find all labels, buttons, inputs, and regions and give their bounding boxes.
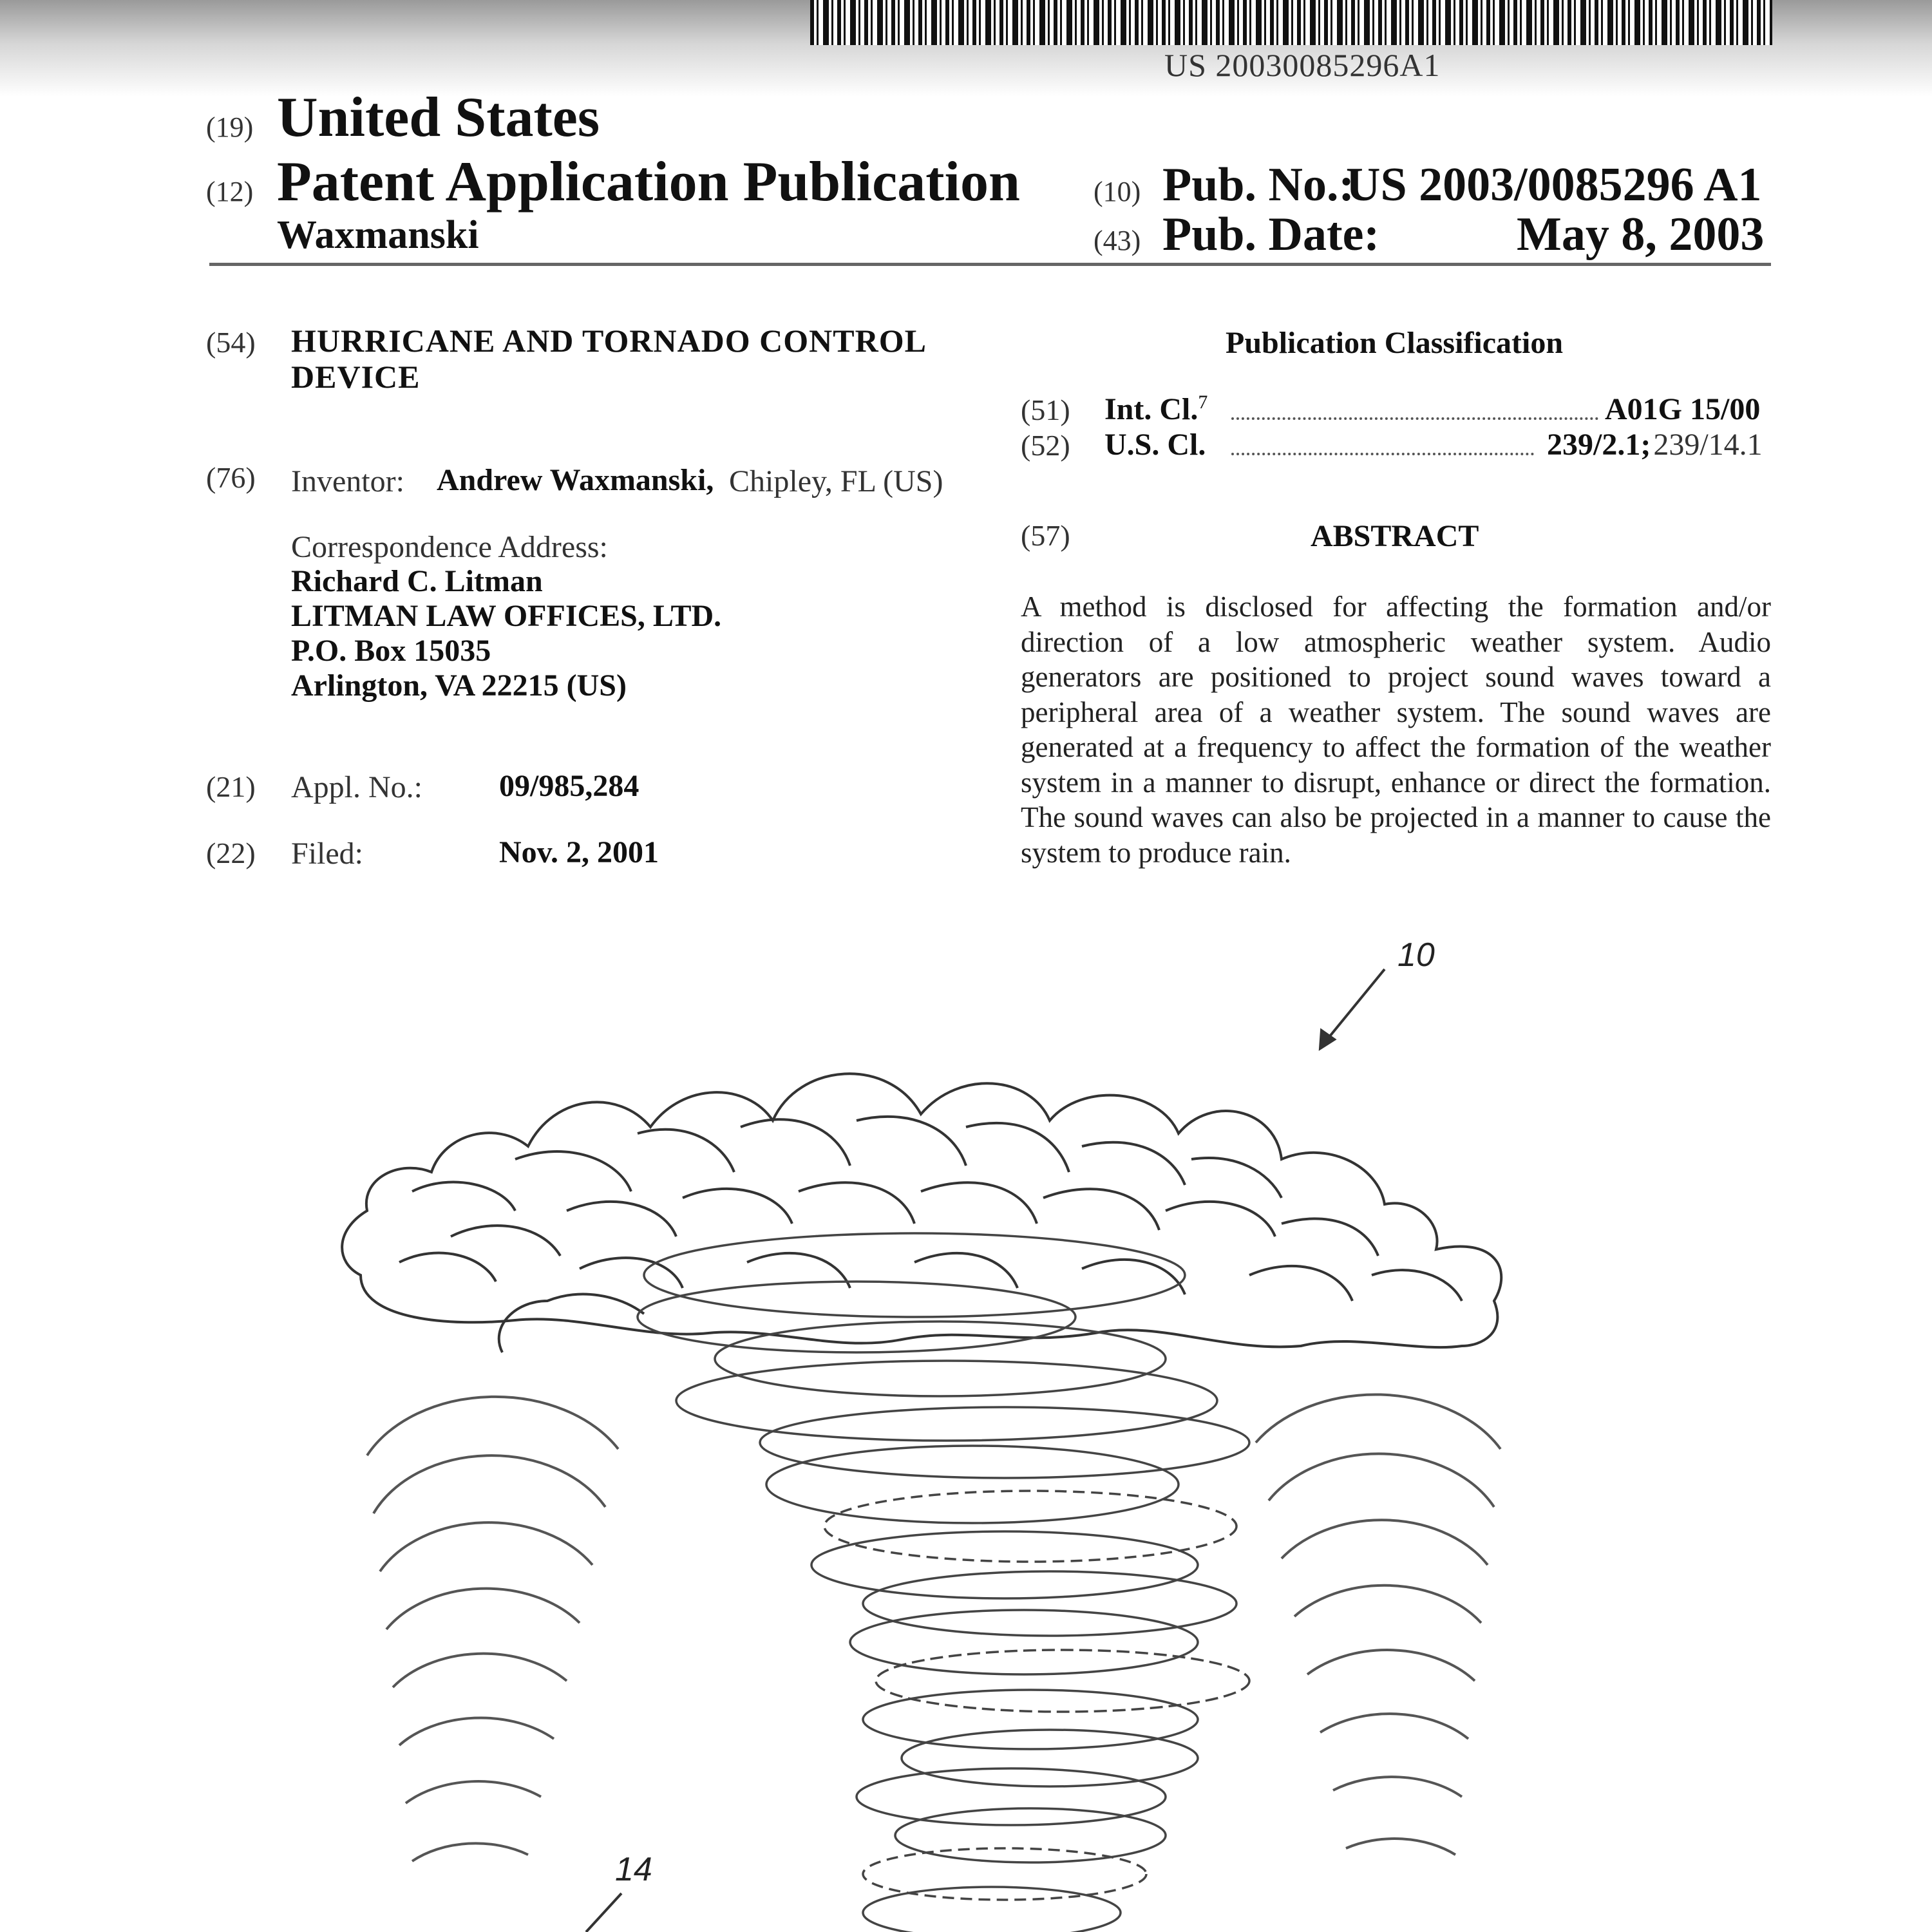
- int-cl-superscript: 7: [1198, 392, 1208, 413]
- pub-no: US 2003/0085296 A1: [1346, 158, 1762, 211]
- title-line-2: DEVICE: [291, 359, 421, 395]
- code-10: (10): [1094, 176, 1141, 207]
- us-cl-value: [1547, 427, 1763, 462]
- filed-code: (22): [206, 837, 256, 869]
- reference-number-14: 14: [615, 1851, 652, 1888]
- pub-date-label: Pub. Date:: [1162, 208, 1380, 261]
- reference-number-10: 10: [1397, 936, 1435, 974]
- reference-arrow-10: [1320, 969, 1385, 1048]
- correspondence-line-2: LITMAN LAW OFFICES, LTD.: [291, 599, 722, 633]
- int-cl-value: A01G 15/00: [1605, 392, 1761, 426]
- barcode-number: US 20030085296A1: [1164, 47, 1441, 83]
- us-cl-value-bold: 239/2.1;: [1547, 428, 1651, 462]
- int-cl-code: (51): [1021, 393, 1070, 426]
- us-cl-label: U.S. Cl.: [1104, 428, 1206, 462]
- sound-waves-left: [367, 1397, 618, 1861]
- code-43: (43): [1094, 225, 1141, 256]
- inventor-label: Inventor:: [291, 464, 404, 498]
- inventor-code: (76): [206, 461, 256, 494]
- us-cl-code: (52): [1021, 429, 1070, 462]
- storm-cloud: [342, 1074, 1501, 1352]
- abstract-code: (57): [1021, 519, 1070, 552]
- correspondence-line-1: Richard C. Litman: [291, 564, 543, 598]
- us-cl-leader: [1231, 453, 1534, 455]
- appl-no: 09/985,284: [499, 769, 639, 803]
- filed-label: Filed:: [291, 837, 364, 871]
- pub-date: May 8, 2003: [1517, 208, 1765, 261]
- int-cl-leader: [1231, 417, 1598, 420]
- reference-line-14: [586, 1893, 621, 1932]
- code-12: (12): [206, 176, 254, 207]
- filed-date: Nov. 2, 2001: [499, 835, 659, 869]
- abstract-heading: ABSTRACT: [1311, 519, 1479, 553]
- country: United States: [277, 86, 600, 149]
- abstract-text: A method is disclosed for affecting the formation and/or direction of a low atmospheric weather system. Audio generators are positioned to project sound waves toward a peripheral area of a weather system. The sound waves are generated at a frequency to affect the formation of the weather system in a manner to disrupt, enhance or direct the formation. The sound waves can also be projected in a manner to cause the system to produce rain.: [1021, 591, 1771, 869]
- int-cl-label-text: Int. Cl.: [1104, 392, 1198, 426]
- int-cl-label: [1104, 392, 1208, 427]
- classification-heading: Publication Classification: [1226, 326, 1564, 360]
- title-code: (54): [206, 326, 256, 359]
- publication-type: Patent Application Publication: [277, 151, 1020, 213]
- tornado-figure: [0, 902, 1932, 1932]
- inventor-name: Andrew Waxmanski,: [437, 463, 714, 497]
- tornado-funnel: [638, 1233, 1249, 1932]
- correspondence-label: Correspondence Address:: [291, 530, 608, 564]
- appl-label: Appl. No.:: [291, 770, 422, 804]
- sound-waves-right: [1256, 1394, 1501, 1855]
- correspondence-line-4: Arlington, VA 22215 (US): [291, 668, 627, 703]
- author: Waxmanski: [277, 213, 479, 257]
- header-rule: [209, 263, 1771, 266]
- correspondence-line-3: P.O. Box 15035: [291, 634, 491, 668]
- title-line-1: HURRICANE AND TORNADO CONTROL: [291, 323, 927, 359]
- inventor-location: Chipley, FL (US): [729, 464, 943, 498]
- code-19: (19): [206, 111, 254, 143]
- barcode: [810, 0, 1772, 45]
- appl-code: (21): [206, 770, 256, 803]
- us-cl-value-plain: 239/14.1: [1653, 428, 1763, 462]
- pub-no-label: Pub. No.:: [1162, 158, 1355, 211]
